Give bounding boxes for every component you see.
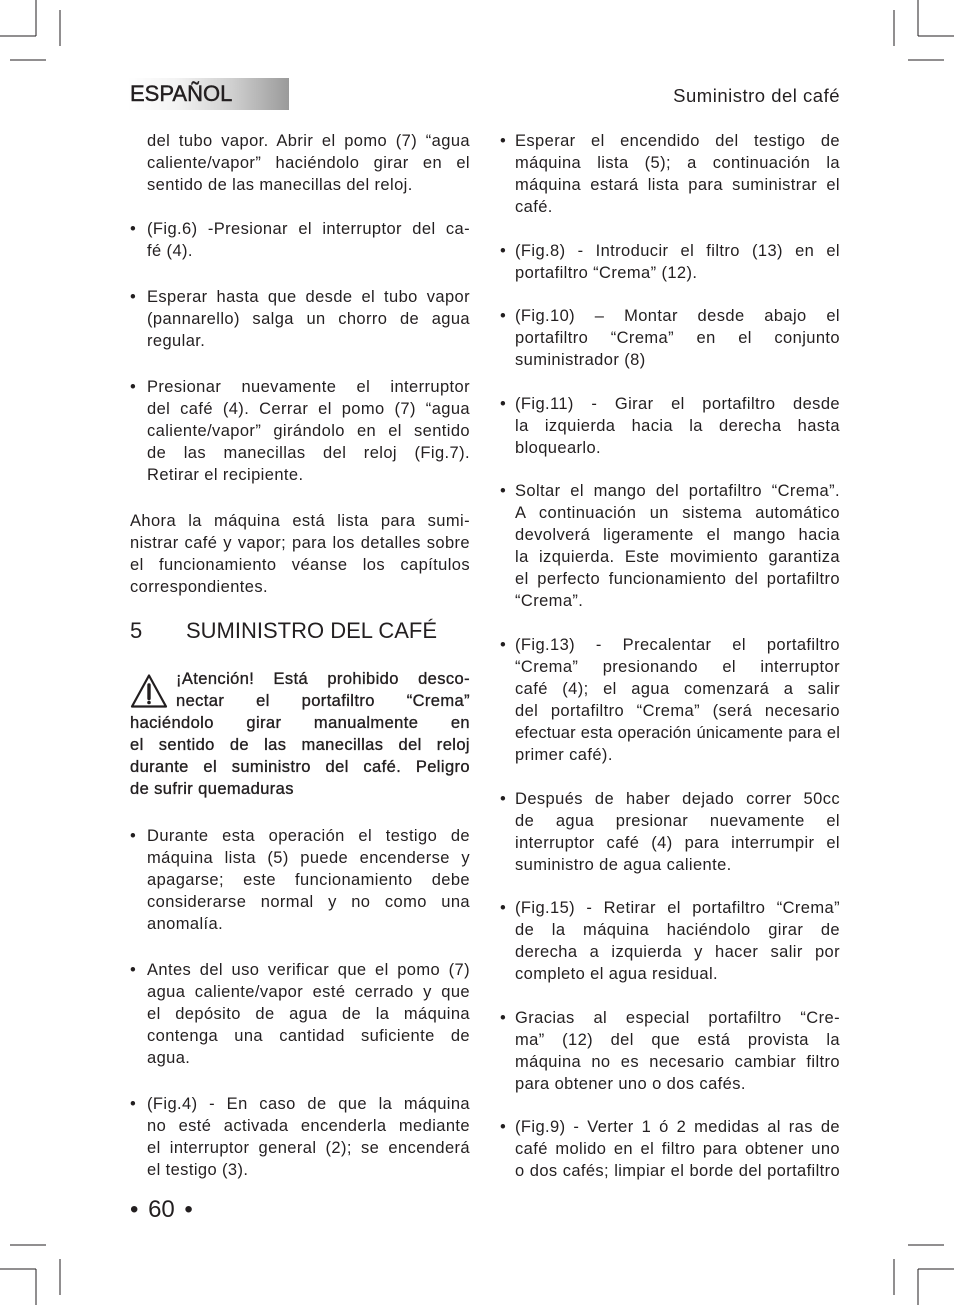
instruction-list-bottom: [130, 825, 470, 1181]
text-line-content: la izquierda hacia la derecha hasta: [515, 416, 840, 435]
text-line-content: (Fig.6) -Presionar el interruptor del ca-: [147, 220, 470, 238]
bullet-item: [500, 240, 840, 284]
text-line: [130, 510, 470, 532]
section-title: SUMINISTRO DEL CAFÉ: [186, 618, 437, 643]
text-line-content: máquina no es necesario cambiar filtro: [515, 1052, 840, 1071]
bullet-item: [500, 130, 840, 218]
text-line: [130, 532, 470, 554]
text-line-content: (pannarello) salga un chorro de agua: [147, 310, 470, 328]
continued-paragraph: [130, 130, 470, 196]
text-line: [147, 1137, 470, 1159]
text-line: [515, 897, 840, 919]
text-line-content: completo el agua residual.: [515, 965, 719, 984]
text-line-content: Esperar el encendido del testigo de: [515, 132, 840, 150]
text-line: [515, 590, 840, 612]
text-line: [515, 810, 840, 832]
bullet-item: [130, 1093, 470, 1181]
text-line-content: máquina lista (5); a continuación la: [515, 154, 840, 172]
text-line-content: Después de haber dejado correr 50cc: [515, 789, 840, 808]
bullet-item: [500, 634, 840, 766]
text-line-content: portafiltro “Crema” en el conjunto: [515, 329, 840, 348]
text-line: [515, 1073, 840, 1095]
text-line-content: caliente/vapor” haciéndolo girar en el: [147, 154, 470, 172]
text-line: [515, 415, 840, 437]
text-line: [515, 174, 840, 196]
text-line-content: Ahora la máquina está lista para sumi-: [130, 512, 470, 530]
text-line: [147, 1159, 470, 1181]
text-line-content: bloquearlo.: [515, 438, 602, 457]
text-line-content: haciéndolo girar manualmente en: [130, 714, 470, 732]
text-line-content: Antes del uso verificar que el pomo (7): [147, 961, 470, 979]
text-line: [515, 546, 840, 568]
text-line-content: (Fig.15) - Retirar el portafiltro “Crema”: [515, 899, 840, 918]
text-line: [515, 1051, 840, 1073]
text-line-content: Gracias al especial portafiltro “Cre-: [515, 1008, 840, 1027]
text-line: [130, 778, 470, 800]
text-line-content: anomalía.: [147, 915, 224, 933]
text-line: [147, 1003, 470, 1025]
text-line: [147, 847, 470, 869]
text-line: [515, 722, 840, 744]
text-line: [147, 330, 470, 352]
section-heading: [130, 616, 470, 646]
text-line-content: el interruptor general (2); se encenderá: [147, 1139, 470, 1157]
text-line-content: Retirar el recipiente.: [147, 466, 304, 484]
text-line-content: del café (4). Cerrar el pomo (7) “agua: [147, 400, 470, 418]
text-line: [130, 690, 470, 712]
text-line-content: Esperar hasta que desde el tubo vapor: [147, 288, 470, 306]
text-line: [130, 668, 470, 690]
text-line: [130, 554, 470, 576]
text-line-content: del portafiltro “Crema” (será necesario: [515, 701, 840, 720]
text-line-content: café.: [515, 198, 553, 216]
text-line: [147, 1047, 470, 1069]
text-line-content: caliente/vapor” girándolo en el sentido: [147, 422, 470, 440]
text-line-content: Presionar nuevamente el interruptor: [147, 378, 470, 396]
text-line: [147, 891, 470, 913]
text-line: [515, 700, 840, 722]
instruction-list-top: [130, 218, 470, 486]
bullet-item: [500, 788, 840, 876]
text-line: [147, 398, 470, 420]
bullet-item: [130, 218, 470, 262]
text-line: [515, 130, 840, 152]
text-line-content: “Crema”.: [515, 592, 584, 611]
instruction-list-right: [500, 130, 840, 1182]
left-column: [130, 130, 470, 1181]
text-line-content: (Fig.13) - Precalentar el portafiltro: [515, 635, 840, 654]
bullet-item: [500, 1116, 840, 1182]
text-line: [515, 240, 840, 262]
text-line: [515, 480, 840, 502]
text-line-content: considerarse normal y no como una: [147, 893, 470, 911]
text-line-content: de las manecillas del reloj (Fig.7).: [147, 444, 470, 462]
text-line-content: el funcionamiento véanse los capítulos: [130, 556, 470, 574]
text-line-content: sentido de las manecillas del reloj.: [147, 176, 413, 194]
text-line-content: (Fig.8) - Introducir el filtro (13) en el: [515, 241, 840, 260]
text-line: [515, 832, 840, 854]
text-line-content: (Fig.9) - Verter 1 ó 2 medidas al ras de: [515, 1118, 840, 1137]
text-line-content: no esté activada encenderla mediante: [147, 1117, 470, 1135]
text-line-content: (Fig.11) - Girar el portafiltro desde: [515, 394, 840, 413]
text-line-content: suministrador (8): [515, 351, 646, 370]
text-line: [147, 1025, 470, 1047]
bullet-item: [130, 286, 470, 352]
text-line-content: máquina estará lista para suministrar el: [515, 176, 840, 194]
text-line-content: agua caliente/vapor esté cerrado y que: [147, 983, 470, 1001]
text-line-content: interruptor café (4) para interrumpir el: [515, 833, 840, 852]
text-line-content: suministro de agua caliente.: [515, 855, 732, 874]
bullet-item: [500, 393, 840, 459]
bullet-item: [130, 959, 470, 1069]
bullet-item: [130, 825, 470, 935]
text-line: [515, 678, 840, 700]
text-line: [147, 218, 470, 240]
language-label: ESPAÑOL: [130, 81, 233, 106]
text-line: [130, 734, 470, 756]
text-line: [147, 981, 470, 1003]
text-line-content: de agua presionar nuevamente el: [515, 811, 840, 830]
text-line-content: el perfecto funcionamiento del portafiltro: [515, 570, 840, 589]
text-line-content: (Fig.4) - En caso de que la máquina: [147, 1095, 470, 1113]
text-line-content: fé (4).: [147, 242, 193, 260]
text-line-content: correspondientes.: [130, 578, 268, 596]
text-line: [515, 941, 840, 963]
text-line: [147, 869, 470, 891]
text-line: [147, 286, 470, 308]
text-line-content: ¡Atención! Está prohibido desco-: [176, 670, 470, 688]
text-line: [515, 502, 840, 524]
text-line-content: la izquierda. Este movimiento garantiza: [515, 548, 840, 567]
text-line-content: derecha a izquierda y hacer salir por: [515, 943, 840, 962]
text-line-content: el sentido de las manecillas del reloj: [130, 736, 470, 754]
text-line: [515, 1116, 840, 1138]
text-line: [515, 327, 840, 349]
text-line-content: o dos cafés; limpiar el borde del portafiltro: [515, 1162, 840, 1181]
text-line-content: el testigo (3).: [147, 1161, 249, 1179]
text-line-content: para obtener uno o dos cafés.: [515, 1074, 746, 1093]
text-line: [515, 1160, 840, 1182]
text-line: [147, 825, 470, 847]
text-line-content: de la máquina haciéndolo girar de: [515, 921, 840, 940]
text-line-content: (Fig.10) – Montar desde abajo el: [515, 307, 840, 326]
text-line: [147, 152, 470, 174]
text-line: [515, 305, 840, 327]
text-line: [130, 712, 470, 734]
text-line: [515, 393, 840, 415]
text-line-content: ma” (12) del que está provista la: [515, 1030, 840, 1049]
text-line: [515, 1029, 840, 1051]
text-line-content: nistrar café y vapor; para los detalles sobre: [130, 534, 470, 552]
text-line: [515, 788, 840, 810]
text-line: [515, 1007, 840, 1029]
text-line: [515, 634, 840, 656]
text-line: [515, 262, 840, 284]
text-line-content: devolverá ligeramente el mango hacia: [515, 526, 840, 545]
text-line: [515, 1138, 840, 1160]
section-number: 5: [130, 618, 143, 643]
text-line-content: contenga una cantidad suficiente de: [147, 1027, 470, 1045]
text-line-content: agua.: [147, 1049, 191, 1067]
text-line-content: café molido en el filtro para obtener uno: [515, 1140, 840, 1159]
text-line-content: durante el suministro del café. Peligro: [130, 758, 470, 776]
text-line-content: “Crema” presionando el interruptor: [515, 657, 840, 676]
text-line: [515, 568, 840, 590]
text-line: [515, 437, 840, 459]
language-tab: [128, 78, 289, 110]
bullet-item: [500, 897, 840, 985]
text-line-content: café (4); el agua comenzará a salir: [515, 679, 840, 698]
text-line-content: máquina lista (5) puede encenderse y: [147, 849, 470, 867]
text-line: [130, 756, 470, 778]
text-line-content: del tubo vapor. Abrir el pomo (7) “agua: [147, 132, 470, 150]
closing-paragraph: [130, 510, 470, 598]
warning-text: [130, 668, 470, 800]
text-line: [515, 854, 840, 876]
text-line-content: A continuación un sistema automático: [515, 504, 840, 523]
text-line-content: efectuar esta operación únicamente para el: [515, 723, 840, 742]
text-line-content: de sufrir quemaduras: [130, 780, 294, 798]
text-line-content: nectar el portafiltro “Crema”: [176, 692, 470, 710]
text-line: [147, 442, 470, 464]
text-line: [515, 963, 840, 985]
text-line: [515, 152, 840, 174]
text-line: [147, 913, 470, 935]
text-line: [515, 656, 840, 678]
warning-notice: [130, 668, 470, 800]
text-line: [515, 524, 840, 546]
text-line: [130, 576, 470, 598]
text-line-content: primer café).: [515, 745, 613, 764]
text-line-content: Soltar el mango del portafiltro “Crema”.: [515, 482, 840, 501]
text-line: [515, 919, 840, 941]
text-line-content: portafiltro “Crema” (12).: [515, 263, 698, 282]
text-line-content: el depósito de agua de la máquina: [147, 1005, 470, 1023]
running-title: Suministro del café: [673, 85, 840, 106]
text-line: [147, 240, 470, 262]
text-line: [147, 464, 470, 486]
text-line: [147, 420, 470, 442]
page-number: • 60 •: [130, 1196, 193, 1223]
text-line-content: apagarse; este funcionamiento debe: [147, 871, 470, 889]
right-column: [500, 130, 840, 1182]
text-line: [147, 1093, 470, 1115]
bullet-item: [500, 1007, 840, 1095]
text-line: [147, 130, 470, 152]
text-line: [515, 744, 840, 766]
bullet-item: [500, 305, 840, 371]
text-line-content: regular.: [147, 332, 206, 350]
warning-triangle-icon: [130, 673, 168, 709]
text-line: [147, 376, 470, 398]
text-line: [147, 308, 470, 330]
text-line: [147, 174, 470, 196]
bullet-item: [500, 480, 840, 612]
text-line: [147, 959, 470, 981]
text-line: [147, 1115, 470, 1137]
text-line-content: Durante esta operación el testigo de: [147, 827, 470, 845]
text-line: [515, 196, 840, 218]
text-line: [515, 349, 840, 371]
bullet-item: [130, 376, 470, 486]
